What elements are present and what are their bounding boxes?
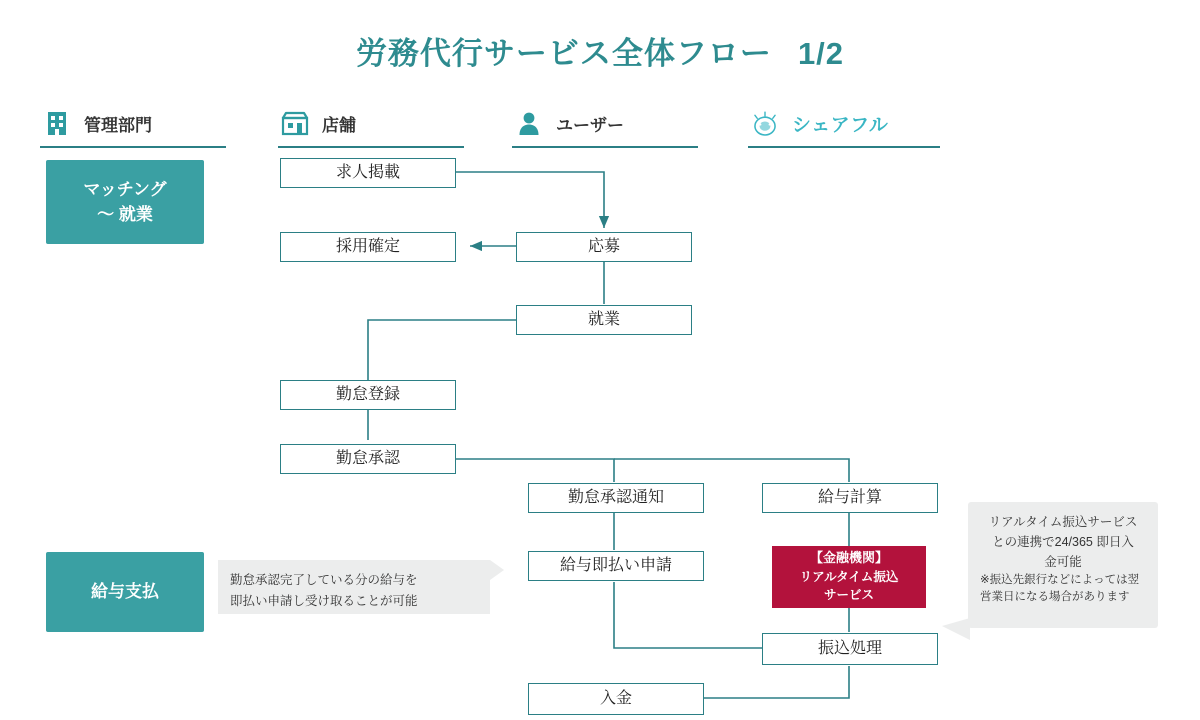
callout-realtime-transfer-tail bbox=[942, 618, 970, 640]
callout-realtime-note1: ※振込先銀行などによっては翌 bbox=[980, 574, 1140, 586]
node-hire-confirmed-label: 採用確定 bbox=[335, 238, 400, 255]
column-header-sharefull bbox=[748, 100, 940, 148]
phase-payroll-label: 給与支払 bbox=[91, 582, 159, 602]
phase-matching bbox=[46, 160, 204, 244]
page-number: 1/2 bbox=[797, 36, 845, 71]
building-icon bbox=[40, 106, 74, 140]
node-attendance-registration[interactable] bbox=[280, 380, 456, 410]
callout-instant-payment-tail bbox=[490, 560, 504, 580]
node-instant-payment-request[interactable] bbox=[528, 551, 704, 581]
callout-realtime-line2: との連携で24/365 即日入 bbox=[992, 535, 1134, 549]
phase-payroll bbox=[46, 552, 204, 632]
node-deposit-label: 入金 bbox=[599, 690, 632, 707]
phase-matching-line2: 〜 就業 bbox=[97, 205, 153, 224]
node-attendance-approval[interactable] bbox=[280, 444, 456, 474]
node-financial-institution[interactable] bbox=[772, 546, 926, 608]
node-financial-institution-line3: サービス bbox=[823, 588, 874, 603]
sharefull-logo-icon bbox=[748, 106, 782, 140]
node-financial-institution-line2: リアルタイム振込 bbox=[799, 570, 899, 585]
callout-realtime-note2: 営業日になる場合があります bbox=[980, 591, 1130, 604]
node-attendance-approval-notice-label: 勤怠承認通知 bbox=[567, 489, 664, 506]
node-employment[interactable] bbox=[516, 305, 692, 335]
column-header-user bbox=[512, 100, 698, 148]
node-attendance-registration-label: 勤怠登録 bbox=[335, 386, 400, 403]
column-header-admin-label: 管理部門 bbox=[84, 115, 152, 135]
column-header-admin bbox=[40, 100, 226, 148]
node-hire-confirmed[interactable] bbox=[280, 232, 456, 262]
node-job-posting[interactable] bbox=[280, 158, 456, 188]
node-payroll-calculation-label: 給与計算 bbox=[817, 489, 882, 506]
node-financial-institution-line1: 【金融機関】 bbox=[809, 550, 888, 566]
node-attendance-approval-label: 勤怠承認 bbox=[335, 450, 400, 467]
user-icon bbox=[512, 106, 546, 140]
node-application-label: 応募 bbox=[587, 238, 620, 255]
node-application[interactable] bbox=[516, 232, 692, 262]
column-header-sharefull-label: シェアフル bbox=[792, 114, 889, 136]
node-job-posting-label: 求人掲載 bbox=[335, 164, 400, 181]
page-title bbox=[0, 28, 1200, 73]
callout-instant-payment-note bbox=[218, 560, 490, 614]
node-employment-label: 就業 bbox=[587, 311, 620, 328]
node-payroll-calculation[interactable] bbox=[762, 483, 938, 513]
phase-matching-line1: マッチング bbox=[83, 179, 167, 199]
callout-instant-payment-line1: 勤怠承認完了している分の給与を bbox=[230, 573, 418, 587]
node-instant-payment-request-label: 給与即払い申請 bbox=[559, 557, 672, 574]
callout-instant-payment-line2: 即払い申請し受け取ることが可能 bbox=[230, 594, 418, 609]
node-transfer-process[interactable] bbox=[762, 633, 938, 665]
column-header-store-label: 店舗 bbox=[322, 115, 356, 135]
node-deposit[interactable] bbox=[528, 683, 704, 715]
node-transfer-process-label: 振込処理 bbox=[817, 640, 882, 657]
callout-realtime-line3: 金可能 bbox=[1044, 555, 1082, 569]
callout-realtime-transfer-note bbox=[968, 502, 1158, 628]
column-header-store bbox=[278, 100, 464, 148]
column-header-user-label: ユーザー bbox=[556, 115, 624, 135]
node-attendance-approval-notice[interactable] bbox=[528, 483, 704, 513]
page-title-text: 労務代行サービス全体フロー bbox=[355, 36, 772, 71]
callout-realtime-line1: リアルタイム振込サービス bbox=[988, 515, 1138, 529]
store-icon bbox=[278, 106, 312, 140]
